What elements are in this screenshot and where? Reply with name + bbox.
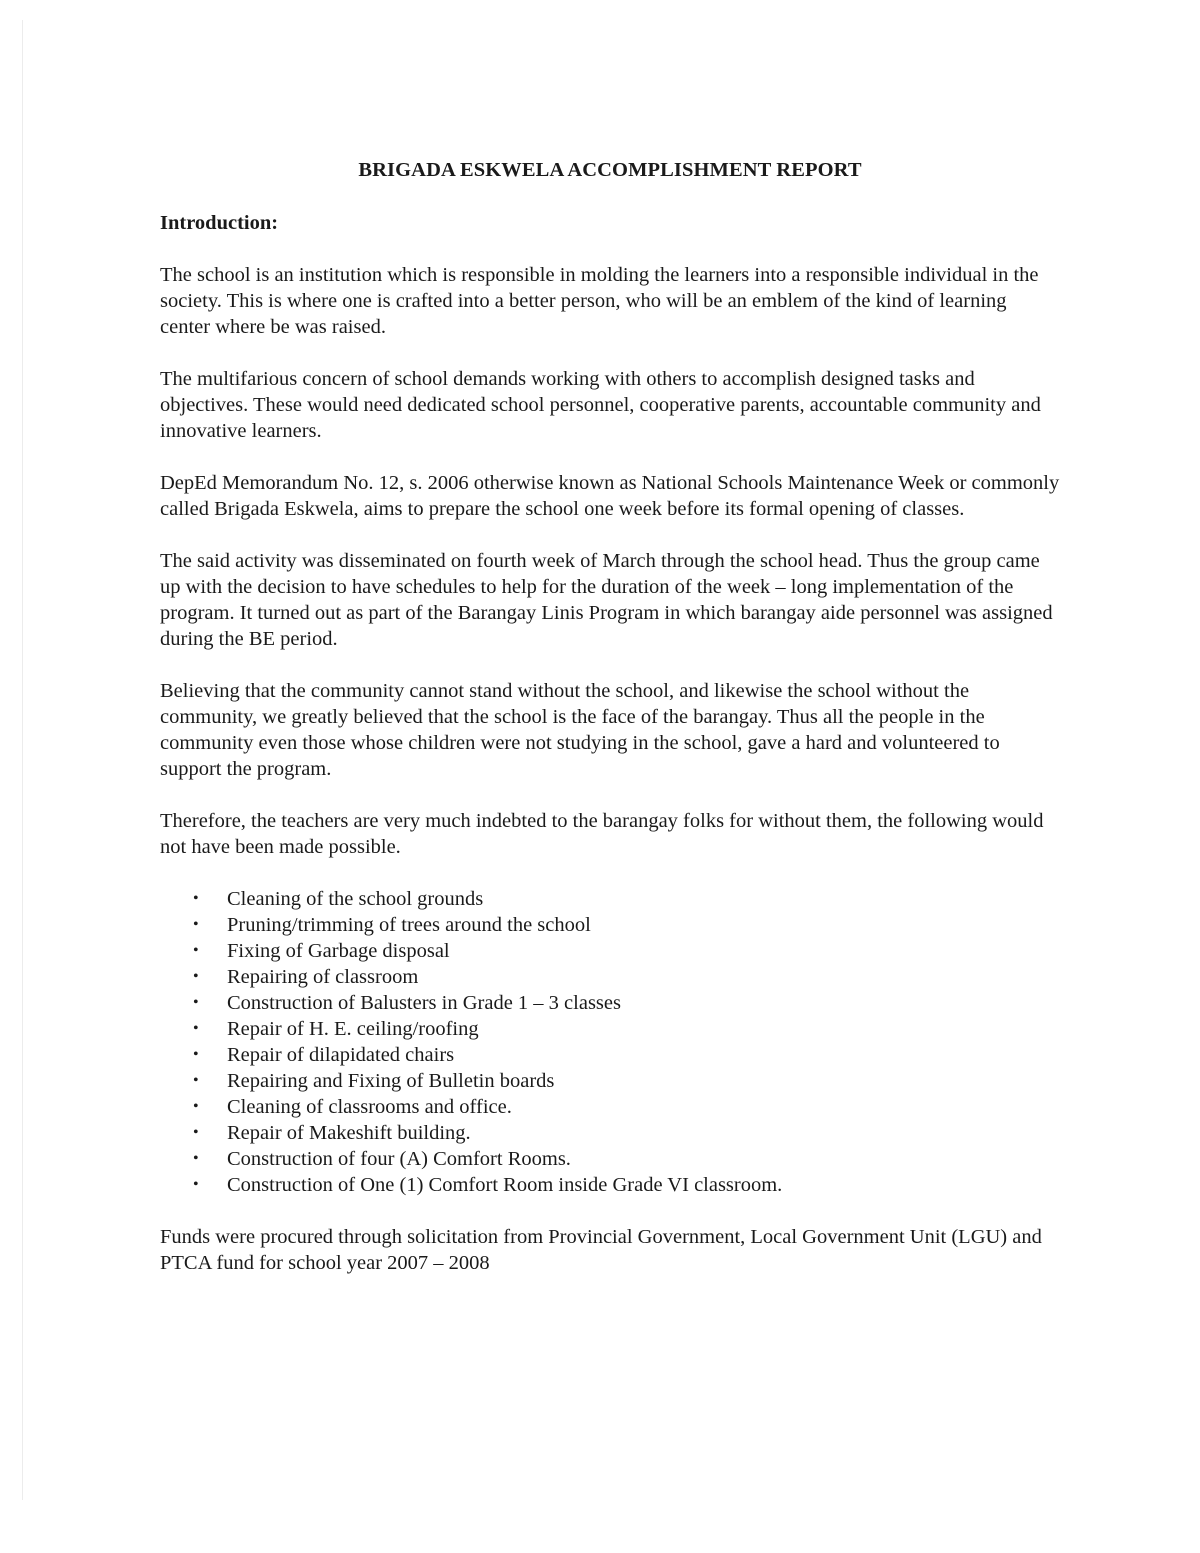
report-title: BRIGADA ESKWELA ACCOMPLISHMENT REPORT [358,159,862,181]
list-item-text: Repairing of classroom [227,966,419,988]
list-item-text: Repair of Makeshift building. [227,1122,471,1144]
list-item-text: Repairing and Fixing of Bulletin boards [227,1070,555,1092]
bullet-icon: • [193,1176,199,1193]
list-item-text: Construction of One (1) Comfort Room inside Grade VI classroom. [227,1174,783,1196]
bullet-icon: • [193,890,199,907]
paragraph-5: Believing that the community cannot stand without the school, and likewise the school without the community, we greatly believed that the school is the face of the barangay. Thus all the people in the community even those whose children were not studying in the school, gave a hard and volunteered to support the program. [160,680,1000,780]
list-item [160,964,1060,990]
introduction-heading: Introduction: [160,212,279,234]
bullet-icon: • [193,968,199,985]
accomplishment-list [160,886,1060,1198]
list-item [160,1146,1060,1172]
list-item [160,1172,1060,1198]
list-item-text: Repair of H. E. ceiling/roofing [227,1018,479,1040]
list-item [160,990,1060,1016]
paragraph-2: The multifarious concern of school demands working with others to accomplish designed tasks and objectives. These would need dedicated school personnel, cooperative parents, accountable community and innovative learners. [160,368,1041,442]
list-item [160,1016,1060,1042]
document-page [160,157,1060,1276]
bullet-icon: • [193,1098,199,1115]
list-item [160,912,1060,938]
list-item-text: Pruning/trimming of trees around the school [227,914,591,936]
bullet-icon: • [193,1020,199,1037]
paragraph-4: The said activity was disseminated on fourth week of March through the school head. Thus the group came up with the decision to have schedules to help for the duration of the week – long implementation of the program. It turned out as part of the Barangay Linis Program in which barangay aide personnel was assigned during the BE period. [160,550,1053,650]
list-item [160,886,1060,912]
bullet-icon: • [193,1124,199,1141]
list-item-text: Construction of Balusters in Grade 1 – 3 classes [227,992,621,1014]
list-item-text: Repair of dilapidated chairs [227,1044,455,1066]
list-item [160,1094,1060,1120]
list-item-text: Fixing of Garbage disposal [227,940,450,962]
bullet-icon: • [193,1072,199,1089]
paragraph-6: Therefore, the teachers are very much indebted to the barangay folks for without them, the following would not have been made possible. [160,810,1044,858]
bullet-icon: • [193,1046,199,1063]
bullet-icon: • [193,1150,199,1167]
list-item [160,1042,1060,1068]
bullet-icon: • [193,994,199,1011]
list-item-text: Cleaning of classrooms and office. [227,1096,512,1118]
closing-paragraph: Funds were procured through solicitation from Provincial Government, Local Government Unit (LGU) and PTCA fund for school year 2007 – 2008 [160,1226,1042,1274]
list-item [160,938,1060,964]
list-item [160,1068,1060,1094]
paragraph-3: DepEd Memorandum No. 12, s. 2006 otherwise known as National Schools Maintenance Week or commonly called Brigada Eskwela, aims to prepare the school one week before its formal opening of classes. [160,472,1060,520]
bullet-icon: • [193,942,199,959]
list-item [160,1120,1060,1146]
list-item-text: Construction of four (A) Comfort Rooms. [227,1148,571,1170]
scan-edge-line [22,20,23,1500]
list-item-text: Cleaning of the school grounds [227,888,484,910]
bullet-icon: • [193,916,199,933]
paragraph-1: The school is an institution which is responsible in molding the learners into a responsible individual in the society. This is where one is crafted into a better person, who will be an emblem of the kind of learning center where be was raised. [160,264,1039,338]
